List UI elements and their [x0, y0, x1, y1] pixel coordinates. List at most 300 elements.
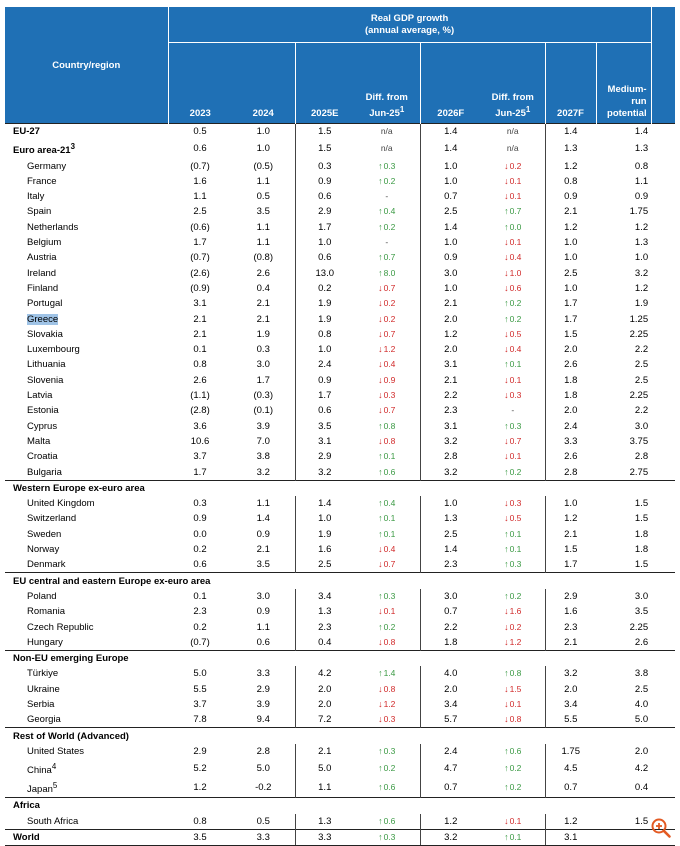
section-label — [5, 650, 675, 666]
value-2024: 0.9 — [256, 606, 270, 618]
value-2025: 1.9 — [295, 527, 354, 542]
value-2026: 2.1 — [420, 373, 481, 388]
value-2023: 0.5 — [168, 124, 232, 140]
table-row — [5, 744, 675, 759]
diff-value: 0.3 — [509, 498, 522, 509]
extra-cell — [651, 697, 675, 712]
arrow-up-icon: ↑ — [504, 528, 509, 539]
arrow-down-icon: ↓ — [378, 359, 383, 370]
diff-value: - — [511, 405, 515, 416]
table-header — [5, 7, 675, 124]
extra-cell — [651, 635, 675, 651]
country-column-header: Country/region — [5, 7, 168, 124]
extra-cell — [651, 139, 675, 158]
diff-2026 — [481, 342, 545, 357]
arrow-up-icon: ↑ — [378, 815, 383, 826]
value-2025: 2.5 — [295, 557, 354, 573]
footnote-marker: 5 — [52, 781, 58, 791]
extra-cell — [651, 189, 675, 204]
value-2024: 1.1 — [256, 221, 270, 233]
diff-value: 0.8 — [383, 435, 396, 446]
value-2027: 2.1 — [545, 527, 596, 542]
medium-run-potential: 1.5 — [634, 559, 649, 571]
diff-value: 0.0 — [509, 221, 522, 232]
table-row — [5, 266, 675, 281]
country-label: Austria — [27, 252, 57, 264]
value-2026: 0.7 — [420, 778, 481, 798]
value-2024: 1.0 — [256, 143, 270, 155]
diff-value: 0.6 — [383, 782, 396, 793]
arrow-up-icon: ↑ — [504, 466, 509, 477]
value-2023: 0.3 — [193, 498, 207, 510]
country-label: United States — [27, 745, 85, 757]
table-row — [5, 235, 675, 250]
diff-2026-header: Diff. from Jun-$25^1$ — [481, 43, 545, 124]
value-2027: 2.8 — [545, 464, 596, 480]
country-name — [5, 342, 168, 357]
country-label: Switzerland — [27, 513, 77, 525]
diff-2025 — [354, 235, 420, 250]
value-2024: 2.1 — [256, 544, 270, 556]
country-label: Africa — [13, 800, 40, 812]
arrow-down-icon: ↓ — [504, 435, 509, 446]
country-label: South Africa — [27, 815, 79, 827]
diff-value: 1.6 — [509, 606, 522, 617]
extra-cell — [651, 666, 675, 681]
arrow-down-icon: ↓ — [504, 344, 509, 355]
value-2025: 2.0 — [295, 697, 354, 712]
diff-2025 — [354, 342, 420, 357]
value-2025: 13.0 — [295, 266, 354, 281]
diff-value: 0.3 — [383, 590, 396, 601]
country-name — [5, 697, 168, 712]
value-2027: 2.0 — [545, 682, 596, 697]
table-row — [5, 388, 675, 403]
value-2024: 3.8 — [256, 451, 270, 463]
country-name — [5, 296, 168, 311]
extra-column-header — [651, 7, 675, 124]
arrow-up-icon: ↑ — [378, 267, 383, 278]
table-row — [5, 697, 675, 712]
country-label: Lithuania — [27, 359, 66, 371]
value-2027: 3.3 — [545, 434, 596, 449]
diff-value: 0.7 — [383, 559, 396, 570]
diff-2025 — [354, 682, 420, 697]
medium-run-potential: 1.8 — [634, 528, 649, 540]
arrow-up-icon: ↑ — [378, 621, 383, 632]
diff-2026 — [481, 744, 545, 759]
country-label: Ireland — [27, 267, 57, 279]
country-label: Latvia — [27, 390, 53, 402]
value-2025: 5.0 — [295, 759, 354, 778]
medium-run-potential-header: Medium- run potential — [596, 43, 651, 124]
value-2023: 7.8 — [193, 714, 207, 726]
value-2023: 1.6 — [193, 175, 207, 187]
country-name — [5, 281, 168, 296]
diff-2026 — [481, 604, 545, 619]
diff-value: 0.1 — [383, 528, 396, 539]
medium-run-potential: 1.25 — [629, 313, 649, 325]
country-name — [5, 682, 168, 697]
value-2025: 1.0 — [295, 511, 354, 526]
value-2027: 1.7 — [545, 296, 596, 311]
country-label: Estonia — [27, 405, 59, 417]
country-name — [5, 496, 168, 511]
diff-value: 0.6 — [383, 815, 396, 826]
value-2027: 1.7 — [545, 557, 596, 573]
diff-2025 — [354, 449, 420, 464]
arrow-down-icon: ↓ — [504, 606, 509, 617]
diff-value: 0.7 — [383, 252, 396, 263]
diff-value: - — [385, 191, 389, 202]
value-2026: 0.9 — [420, 250, 481, 265]
medium-run-potential: 1.8 — [634, 544, 649, 556]
country-name — [5, 403, 168, 418]
diff-2025 — [354, 712, 420, 728]
extra-cell — [651, 250, 675, 265]
diff-value: 0.8 — [383, 420, 396, 431]
value-2025: 0.2 — [295, 281, 354, 296]
extra-cell — [651, 373, 675, 388]
diff-2026 — [481, 434, 545, 449]
value-2025: 2.0 — [295, 682, 354, 697]
value-2026: 1.0 — [420, 496, 481, 511]
arrow-down-icon: ↓ — [504, 498, 509, 509]
value-2026: 3.2 — [420, 464, 481, 480]
value-2024: 1.1 — [256, 237, 270, 249]
value-2023: 0.9 — [193, 513, 207, 525]
arrow-up-icon: ↑ — [504, 206, 509, 217]
value-2026: 1.4 — [420, 220, 481, 235]
country-name — [5, 124, 168, 140]
arrow-up-icon: ↑ — [378, 763, 383, 774]
value-2024: 0.9 — [256, 528, 270, 540]
arrow-down-icon: ↓ — [378, 282, 383, 293]
extra-cell — [651, 281, 675, 296]
diff-value: 0.8 — [383, 636, 396, 647]
value-2025: 0.6 — [295, 189, 354, 204]
diff-value: 0.2 — [383, 298, 396, 309]
value-2023: 2.6 — [193, 374, 207, 386]
value-2024: 3.0 — [256, 590, 270, 602]
country-label: Western Europe ex-euro area — [13, 482, 145, 494]
medium-run-potential: 1.3 — [634, 237, 649, 249]
diff-value: 0.5 — [509, 513, 522, 524]
value-2024: 1.7 — [256, 374, 270, 386]
extra-cell — [651, 557, 675, 573]
diff-value: n/a — [380, 126, 393, 137]
diff-value: 0.3 — [383, 714, 396, 725]
diff-value: 0.2 — [509, 590, 522, 601]
arrow-up-icon: ↑ — [504, 420, 509, 431]
medium-run-potential: 2.2 — [634, 405, 649, 417]
arrow-down-icon: ↓ — [378, 698, 383, 709]
value-2024: 0.3 — [256, 344, 270, 356]
value-2027: 1.8 — [545, 373, 596, 388]
diff-2026 — [481, 778, 545, 798]
country-label: United Kingdom — [27, 498, 95, 510]
country-name — [5, 527, 168, 542]
diff-2025 — [354, 604, 420, 619]
country-label: Luxembourg — [27, 344, 80, 356]
table-row — [5, 373, 675, 388]
country-label: Rest of World (Advanced) — [13, 730, 129, 742]
value-2023: 1.1 — [193, 191, 207, 203]
table-row — [5, 419, 675, 434]
diff-2025 — [354, 388, 420, 403]
diff-value: 0.1 — [509, 815, 522, 826]
arrow-up-icon: ↑ — [378, 221, 383, 232]
diff-2025 — [354, 124, 420, 140]
diff-value: 0.2 — [509, 763, 522, 774]
country-name — [5, 220, 168, 235]
medium-run-potential: 1.5 — [634, 498, 649, 510]
diff-2026 — [481, 357, 545, 372]
country-name — [5, 464, 168, 480]
real-gdp-growth-header: Real GDP growth (annual average, %) — [168, 7, 651, 43]
country-label: Türkiye — [27, 668, 59, 680]
diff-value: n/a — [506, 126, 519, 137]
diff-value: 0.8 — [383, 683, 396, 694]
diff-value: 0.1 — [509, 374, 522, 385]
arrow-up-icon: ↑ — [378, 668, 383, 679]
arrow-down-icon: ↓ — [378, 298, 383, 309]
arrow-down-icon: ↓ — [378, 683, 383, 694]
medium-run-potential: 4.0 — [634, 698, 649, 710]
value-2025: 7.2 — [295, 712, 354, 728]
arrow-down-icon: ↓ — [504, 815, 509, 826]
value-2023: 1.7 — [193, 466, 207, 478]
section-label — [5, 798, 675, 814]
diff-2026 — [481, 220, 545, 235]
value-2025: 1.1 — [295, 778, 354, 798]
section-label — [5, 728, 675, 744]
extra-cell — [651, 235, 675, 250]
country-name — [5, 619, 168, 634]
value-2027: 0.7 — [545, 778, 596, 798]
value-2024: 9.4 — [256, 714, 270, 726]
value-2024: 1.1 — [256, 498, 270, 510]
arrow-up-icon: ↑ — [378, 513, 383, 524]
arrow-down-icon: ↓ — [504, 513, 509, 524]
diff-value: 1.2 — [383, 698, 396, 709]
value-2027: 2.5 — [545, 266, 596, 281]
diff-value: 0.8 — [509, 668, 522, 679]
diff-2026 — [481, 266, 545, 281]
diff-value: 0.3 — [509, 390, 522, 401]
diff-value: 1.4 — [383, 668, 396, 679]
extra-cell — [651, 527, 675, 542]
arrow-down-icon: ↓ — [504, 636, 509, 647]
country-name — [5, 266, 168, 281]
value-2023: 2.1 — [193, 328, 207, 340]
arrow-down-icon: ↓ — [378, 328, 383, 339]
value-2026: 3.4 — [420, 697, 481, 712]
arrow-up-icon: ↑ — [378, 451, 383, 462]
country-label: Non-EU emerging Europe — [13, 653, 129, 665]
table-row — [5, 327, 675, 342]
value-2027: 1.5 — [545, 327, 596, 342]
value-2024: 3.5 — [256, 206, 270, 218]
table-row — [5, 712, 675, 728]
medium-run-potential: 1.5 — [634, 815, 649, 827]
country-label: Serbia — [27, 698, 55, 710]
diff-2025 — [354, 403, 420, 418]
arrow-up-icon: ↑ — [378, 160, 383, 171]
country-label: China — [27, 765, 52, 777]
diff-2025 — [354, 619, 420, 634]
table-row — [5, 527, 675, 542]
country-name — [5, 712, 168, 728]
arrow-down-icon: ↓ — [378, 374, 383, 385]
medium-run-potential: 2.5 — [634, 359, 649, 371]
diff-2026 — [481, 311, 545, 326]
diff-value: 0.3 — [509, 559, 522, 570]
value-2024: 1.9 — [256, 328, 270, 340]
table-row — [5, 403, 675, 418]
medium-run-potential: 2.25 — [629, 328, 649, 340]
diff-value: 0.7 — [509, 206, 522, 217]
value-2023: 1.7 — [193, 237, 207, 249]
diff-value: 0.1 — [509, 175, 522, 186]
diff-value: 0.2 — [383, 621, 396, 632]
value-2024: (0.3) — [253, 390, 274, 402]
extra-cell — [651, 619, 675, 634]
arrow-down-icon: ↓ — [504, 698, 509, 709]
value-2026: 3.0 — [420, 266, 481, 281]
value-2027: 1.0 — [545, 235, 596, 250]
value-2027: 3.2 — [545, 666, 596, 681]
value-2024: 1.0 — [232, 124, 295, 140]
value-2024: 3.0 — [256, 359, 270, 371]
diff-value: 0.7 — [509, 435, 522, 446]
value-2027: 1.0 — [545, 496, 596, 511]
arrow-down-icon: ↓ — [504, 252, 509, 263]
value-2025: 2.3 — [295, 619, 354, 634]
country-label: Sweden — [27, 528, 62, 540]
value-2025: 0.9 — [295, 174, 354, 189]
value-2026: 1.4 — [420, 542, 481, 557]
table-row — [5, 666, 675, 681]
arrow-down-icon: ↓ — [378, 313, 383, 324]
diff-value: 0.2 — [383, 763, 396, 774]
arrow-down-icon: ↓ — [378, 390, 383, 401]
medium-run-potential: 3.8 — [634, 668, 649, 680]
arrow-up-icon: ↑ — [378, 832, 383, 843]
footnote-marker: 4 — [51, 762, 57, 772]
diff-value: 1.2 — [509, 636, 522, 647]
diff-2026 — [481, 464, 545, 480]
diff-2026 — [481, 124, 545, 140]
arrow-up-icon: ↑ — [378, 420, 383, 431]
extra-cell — [651, 778, 675, 798]
table-body — [5, 124, 675, 846]
value-2025: 3.1 — [295, 434, 354, 449]
arrow-down-icon: ↓ — [378, 544, 383, 555]
value-2026: 1.0 — [420, 174, 481, 189]
value-2024: 0.5 — [256, 815, 270, 827]
country-name — [5, 814, 168, 830]
diff-2025 — [354, 496, 420, 511]
diff-2025 — [354, 697, 420, 712]
value-2025: 3.4 — [295, 589, 354, 604]
diff-2026 — [481, 373, 545, 388]
value-2023: (0.7) — [190, 636, 210, 648]
country-label: Georgia — [27, 714, 61, 726]
diff-2025 — [354, 373, 420, 388]
value-2025: 2.9 — [295, 449, 354, 464]
value-2023: 3.7 — [193, 698, 207, 710]
value-2027: 1.3 — [545, 139, 596, 158]
table-row — [5, 139, 675, 158]
diff-2026 — [481, 589, 545, 604]
country-name — [5, 589, 168, 604]
diff-2025 — [354, 266, 420, 281]
diff-value: 0.2 — [509, 466, 522, 477]
value-2023: 3.5 — [168, 829, 232, 845]
value-2023: 5.0 — [193, 668, 207, 680]
value-2025: 1.3 — [295, 604, 354, 619]
arrow-up-icon: ↑ — [504, 298, 509, 309]
zoom-in-icon[interactable] — [650, 817, 672, 839]
value-2026: 1.8 — [420, 635, 481, 651]
arrow-down-icon: ↓ — [378, 405, 383, 416]
diff-2026 — [481, 682, 545, 697]
value-2026: 5.7 — [420, 712, 481, 728]
diff-2026 — [481, 759, 545, 778]
table-row — [5, 449, 675, 464]
diff-2025 — [354, 635, 420, 651]
value-2023: 0.2 — [193, 621, 207, 633]
extra-cell — [651, 496, 675, 511]
diff-2025 — [354, 327, 420, 342]
value-2023: 0.8 — [193, 815, 207, 827]
value-2026: 2.0 — [420, 342, 481, 357]
diff-2026 — [481, 327, 545, 342]
table-row — [5, 604, 675, 619]
value-2027: 0.8 — [545, 174, 596, 189]
value-2025: 1.3 — [295, 814, 354, 830]
country-name — [5, 759, 168, 778]
diff-value: 0.1 — [509, 451, 522, 462]
arrow-down-icon: ↓ — [504, 282, 509, 293]
arrow-up-icon: ↑ — [378, 782, 383, 793]
value-2027: 2.1 — [545, 204, 596, 219]
value-2024: 3.9 — [256, 698, 270, 710]
diff-value: 0.1 — [383, 606, 396, 617]
extra-cell — [651, 511, 675, 526]
value-2026: 1.0 — [420, 235, 481, 250]
diff-value: 0.1 — [509, 832, 522, 843]
diff-2025 — [354, 311, 420, 326]
arrow-down-icon: ↓ — [378, 559, 383, 570]
country-name — [5, 635, 168, 651]
medium-run-potential: 3.0 — [634, 590, 649, 602]
arrow-up-icon: ↑ — [504, 313, 509, 324]
section-label — [5, 480, 675, 496]
medium-run-potential: 2.5 — [634, 374, 649, 386]
diff-2026 — [481, 388, 545, 403]
arrow-up-icon: ↑ — [504, 221, 509, 232]
value-2026: 2.0 — [420, 311, 481, 326]
value-2026: 2.3 — [420, 403, 481, 418]
medium-run-potential: 1.5 — [634, 513, 649, 525]
diff-value: 1.5 — [509, 683, 522, 694]
value-2023: (0.6) — [190, 221, 210, 233]
arrow-down-icon: ↓ — [504, 267, 509, 278]
diff-value: 0.2 — [383, 313, 396, 324]
country-name — [5, 204, 168, 219]
